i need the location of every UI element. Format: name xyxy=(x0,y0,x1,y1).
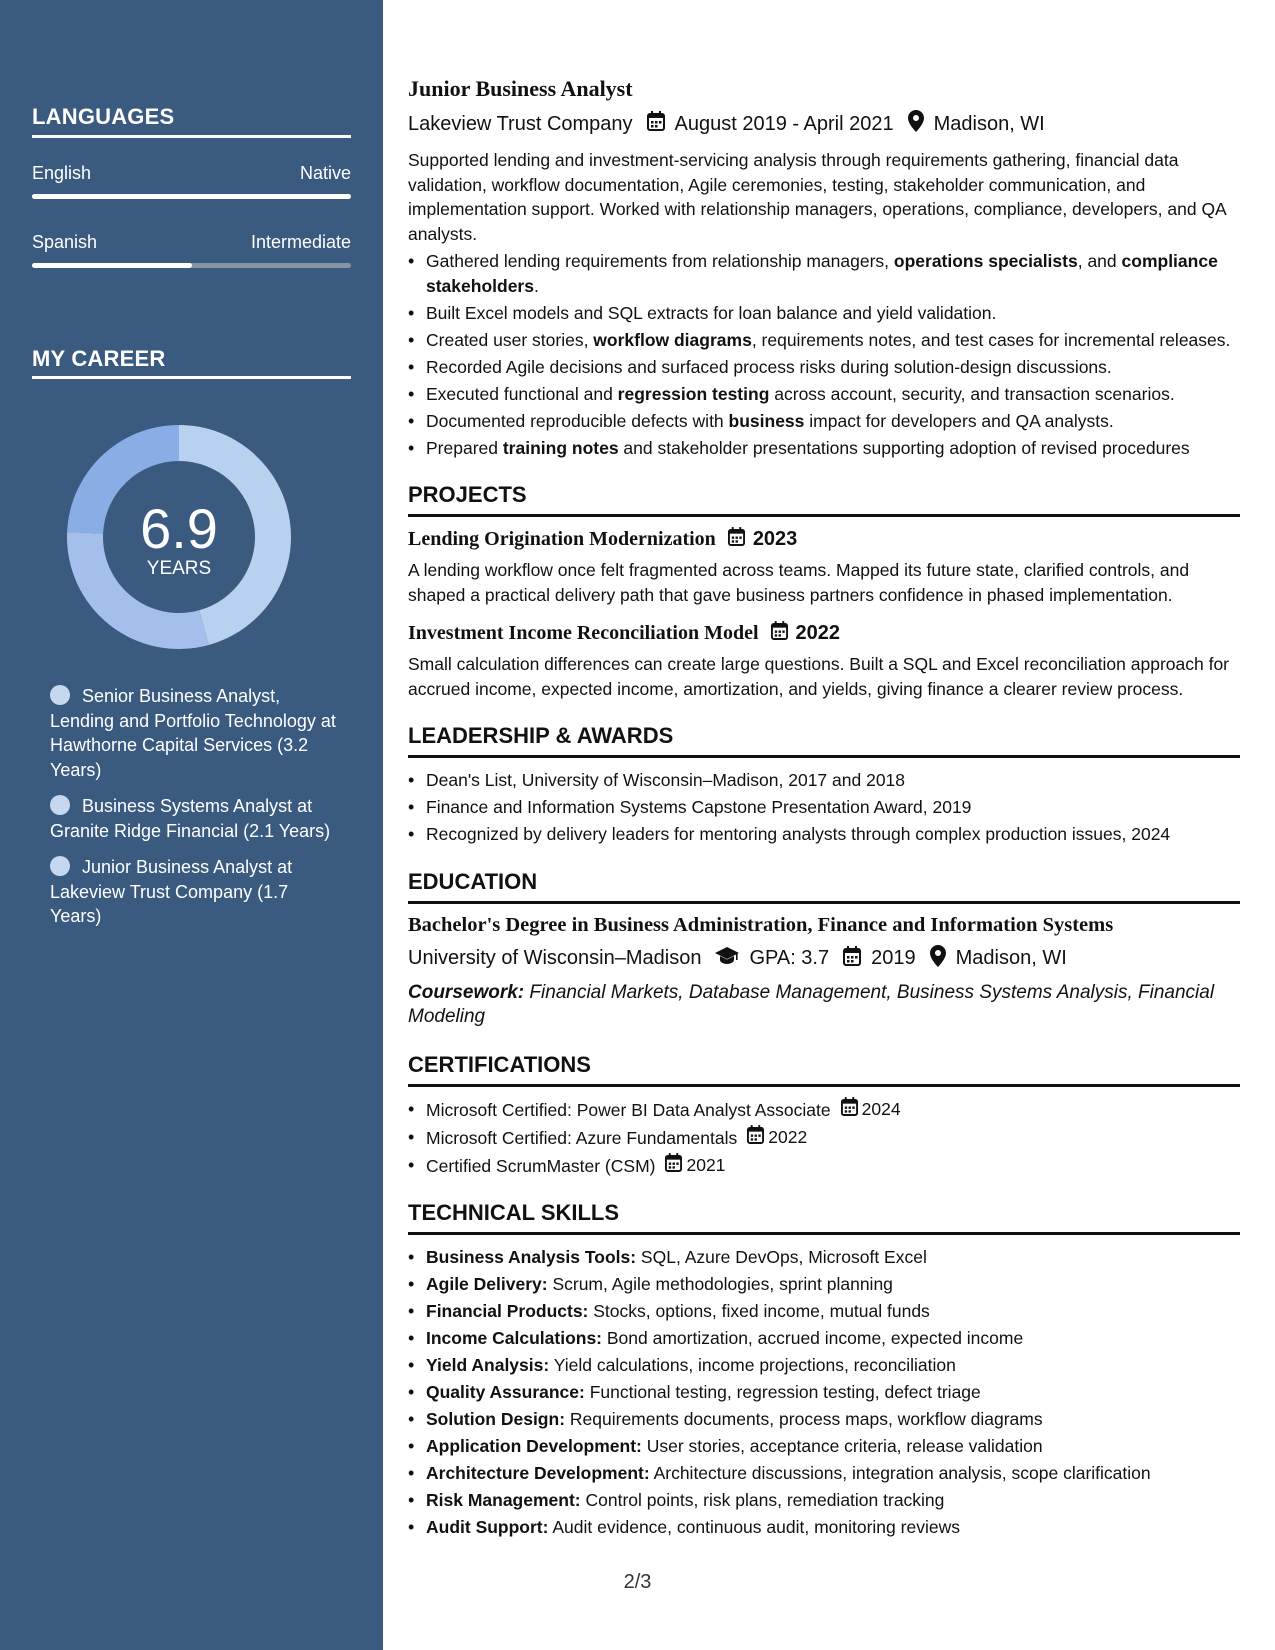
legend-dot-icon xyxy=(50,856,70,876)
skill-label: Risk Management: xyxy=(426,1490,581,1510)
calendar-icon xyxy=(728,527,745,552)
skill-label: Agile Delivery: xyxy=(426,1274,548,1294)
skill-label: Financial Products: xyxy=(426,1301,589,1321)
skills-heading: TECHNICAL SKILLS xyxy=(408,1200,1240,1235)
skill-value: Architecture discussions, integration analysis, scope clarification xyxy=(649,1463,1151,1483)
certification-year: 2022 xyxy=(768,1127,808,1147)
language-level: Intermediate xyxy=(250,232,351,252)
skill-item xyxy=(408,1380,1240,1405)
language-bar-english xyxy=(32,194,351,199)
leadership-list xyxy=(408,768,1240,847)
certification-name: Certified ScrumMaster (CSM) xyxy=(426,1155,656,1176)
skill-value: SQL, Azure DevOps, Microsoft Excel xyxy=(636,1247,927,1267)
calendar-icon xyxy=(647,111,665,137)
job-bullet: • Prepared training notes and stakeholder presentations supporting adoption of revised procedures xyxy=(408,436,1240,461)
company-name: Lakeview Trust Company xyxy=(408,112,633,135)
language-bar-spanish xyxy=(32,263,351,268)
certification-item xyxy=(408,1097,1240,1123)
skill-value: User stories, acceptance criteria, release validation xyxy=(641,1436,1043,1456)
calendar-icon xyxy=(841,1097,858,1123)
coursework xyxy=(408,981,1240,1030)
skill-value: Functional testing, regression testing, defect triage xyxy=(584,1382,981,1402)
page-number: 2/3 xyxy=(623,1571,652,1593)
school-location: Madison, WI xyxy=(955,947,1067,969)
skill-value: Bond amortization, accrued income, expected income xyxy=(602,1328,1024,1348)
project-description: A lending workflow once felt fragmented across teams. Mapped its future state, clarified controls, and shaped a practical delivery path that gave business partners confidence in phased implementation. xyxy=(408,560,1190,605)
projects-list xyxy=(408,527,1240,701)
skill-item xyxy=(408,1488,1240,1513)
language-level: Native xyxy=(299,163,351,183)
language-row-spanish xyxy=(32,232,351,253)
certification-name: Microsoft Certified: Power BI Data Analyst Associate xyxy=(426,1099,831,1120)
skill-item xyxy=(408,1515,1240,1540)
language-name: English xyxy=(32,163,92,183)
career-heading-rule xyxy=(32,376,351,379)
job-bullet: • Gathered lending requirements from relationship managers, operations specialists, and compliance stakeholders. xyxy=(408,249,1240,298)
skill-label: Audit Support: xyxy=(426,1517,549,1537)
graduation-year: 2019 xyxy=(871,947,916,969)
map-pin-icon xyxy=(930,945,946,973)
job-dates: August 2019 - April 2021 xyxy=(674,112,894,135)
project-description: Small calculation differences can create large questions. Built a SQL and Excel reconciliation approach for accrued income, expected income, amortization, and yields, giving finance a clearer review process. xyxy=(408,654,1230,699)
graduation-cap-icon xyxy=(715,947,739,971)
bullet-emphasis: operations specialists xyxy=(893,251,1078,271)
skill-item xyxy=(408,1245,1240,1270)
job-bullet: • Documented reproducible defects with business impact for developers and QA analysts. xyxy=(408,409,1240,434)
skill-label: Income Calculations: xyxy=(426,1328,603,1348)
skill-label: Application Development: xyxy=(426,1436,642,1456)
skill-label: Architecture Development: xyxy=(426,1463,650,1483)
award-item: • Finance and Information Systems Capstone Presentation Award, 2019 xyxy=(408,795,1240,820)
job-meta xyxy=(408,110,1240,138)
career-legend-item xyxy=(50,855,340,929)
bullet-emphasis: regression testing xyxy=(617,383,770,404)
skill-item xyxy=(408,1461,1240,1486)
calendar-icon xyxy=(747,1125,764,1151)
bullet-emphasis: training notes xyxy=(502,437,619,458)
skill-value: Requirements documents, process maps, workflow diagrams xyxy=(565,1409,1043,1429)
certification-item xyxy=(408,1153,1240,1179)
career-legend-item xyxy=(50,794,340,843)
job-bullet: • Created user stories, workflow diagrams, requirements notes, and test cases for incremental releases. xyxy=(408,328,1240,353)
award-item: • Dean's List, University of Wisconsin–Madison, 2017 and 2018 xyxy=(408,768,1240,793)
skill-label: Solution Design: xyxy=(426,1409,566,1429)
job-summary: Supported lending and investment-servicing analysis through requirements gathering, financial data validation, workflow documentation, Agile ceremonies, testing, stakeholder communication, and implementation support. Worked with relationship managers, operations, compliance, developers, and QA analysts. xyxy=(408,150,1226,244)
career-heading: MY CAREER xyxy=(32,346,166,371)
skill-value: Stocks, options, fixed income, mutual funds xyxy=(588,1301,930,1321)
calendar-icon xyxy=(771,621,788,646)
project-title-row xyxy=(408,527,1240,552)
certifications-list xyxy=(408,1097,1240,1179)
job-bullets xyxy=(408,249,1240,460)
certification-year-group xyxy=(665,1153,725,1179)
languages-heading-rule xyxy=(32,135,351,138)
certification-year: 2024 xyxy=(861,1099,901,1119)
skills-list xyxy=(408,1245,1240,1540)
project-title: Lending Origination Modernization xyxy=(408,528,716,550)
language-row-english xyxy=(32,163,351,184)
skill-item xyxy=(408,1434,1240,1459)
calendar-icon xyxy=(843,946,861,972)
career-total-value: 6.9 xyxy=(140,497,218,560)
sidebar xyxy=(0,0,383,1650)
project-title-row xyxy=(408,621,1240,646)
languages-heading: LANGUAGES xyxy=(32,104,175,129)
certifications-heading: CERTIFICATIONS xyxy=(408,1052,1240,1087)
skill-label: Yield Analysis: xyxy=(426,1355,550,1375)
career-legend xyxy=(50,684,340,941)
education-meta xyxy=(408,945,1240,973)
school-name: University of Wisconsin–Madison xyxy=(408,947,702,969)
education-heading: EDUCATION xyxy=(408,869,1240,904)
legend-dot-icon xyxy=(50,795,70,815)
skill-item xyxy=(408,1407,1240,1432)
skill-label: Business Analysis Tools: xyxy=(426,1247,637,1267)
language-name: Spanish xyxy=(32,232,98,252)
language-bar-fill xyxy=(32,194,351,199)
skill-item xyxy=(408,1272,1240,1297)
job-bullet: • Built Excel models and SQL extracts for loan balance and yield validation. xyxy=(408,301,1240,326)
main-content xyxy=(408,76,1240,1542)
career-total-unit: YEARS xyxy=(146,558,212,579)
calendar-icon xyxy=(665,1153,682,1179)
projects-heading: PROJECTS xyxy=(408,482,1240,517)
job-bullet: • Executed functional and regression testing across account, security, and transaction scenarios. xyxy=(408,382,1240,407)
career-legend-label: Senior Business Analyst, Lending and Portfolio Technology at Hawthorne Capital Services (3.2 Years) xyxy=(50,686,336,780)
map-pin-icon xyxy=(908,110,924,138)
certification-name: Microsoft Certified: Azure Fundamentals xyxy=(426,1127,738,1148)
job-location: Madison, WI xyxy=(933,112,1045,135)
career-donut-chart xyxy=(66,424,292,650)
certification-year-group xyxy=(841,1097,901,1123)
career-legend-label: Business Systems Analyst at Granite Ridge Financial (2.1 Years) xyxy=(50,796,331,841)
leadership-heading: LEADERSHIP & AWARDS xyxy=(408,723,1240,758)
bullet-emphasis: compliance stakeholders xyxy=(426,251,1218,296)
career-legend-label: Junior Business Analyst at Lakeview Trust Company (1.7 Years) xyxy=(50,857,293,926)
job-bullet: • Recorded Agile decisions and surfaced process risks during solution-design discussions. xyxy=(408,355,1240,380)
project-year: 2023 xyxy=(752,528,798,550)
certification-item xyxy=(408,1125,1240,1151)
gpa: GPA: 3.7 xyxy=(749,947,830,969)
degree-title: Bachelor's Degree in Business Administration, Finance and Information Systems xyxy=(408,913,1114,936)
certification-year: 2021 xyxy=(686,1155,726,1175)
skill-value: Audit evidence, continuous audit, monitoring reviews xyxy=(548,1517,960,1537)
skill-item xyxy=(408,1299,1240,1324)
skill-label: Quality Assurance: xyxy=(426,1382,585,1402)
job-title: Junior Business Analyst xyxy=(408,76,633,101)
coursework-list: Financial Markets, Database Management, Business Systems Analysis, Financial Modeling xyxy=(408,981,1215,1027)
bullet-emphasis: business xyxy=(728,410,805,431)
project-title: Investment Income Reconciliation Model xyxy=(408,622,759,644)
language-bar-fill xyxy=(32,263,192,268)
award-item: • Recognized by delivery leaders for mentoring analysts through complex production issues, 2024 xyxy=(408,822,1240,847)
skill-item xyxy=(408,1353,1240,1378)
skill-item xyxy=(408,1326,1240,1351)
coursework-label: Coursework: xyxy=(408,981,525,1003)
legend-dot-icon xyxy=(50,685,70,705)
skill-value: Yield calculations, income projections, reconciliation xyxy=(549,1355,956,1375)
career-legend-item xyxy=(50,684,340,782)
skill-value: Scrum, Agile methodologies, sprint planning xyxy=(547,1274,893,1294)
project-year: 2022 xyxy=(795,622,841,644)
skill-value: Control points, risk plans, remediation tracking xyxy=(580,1490,945,1510)
bullet-emphasis: workflow diagrams xyxy=(593,329,752,350)
certification-year-group xyxy=(747,1125,807,1151)
